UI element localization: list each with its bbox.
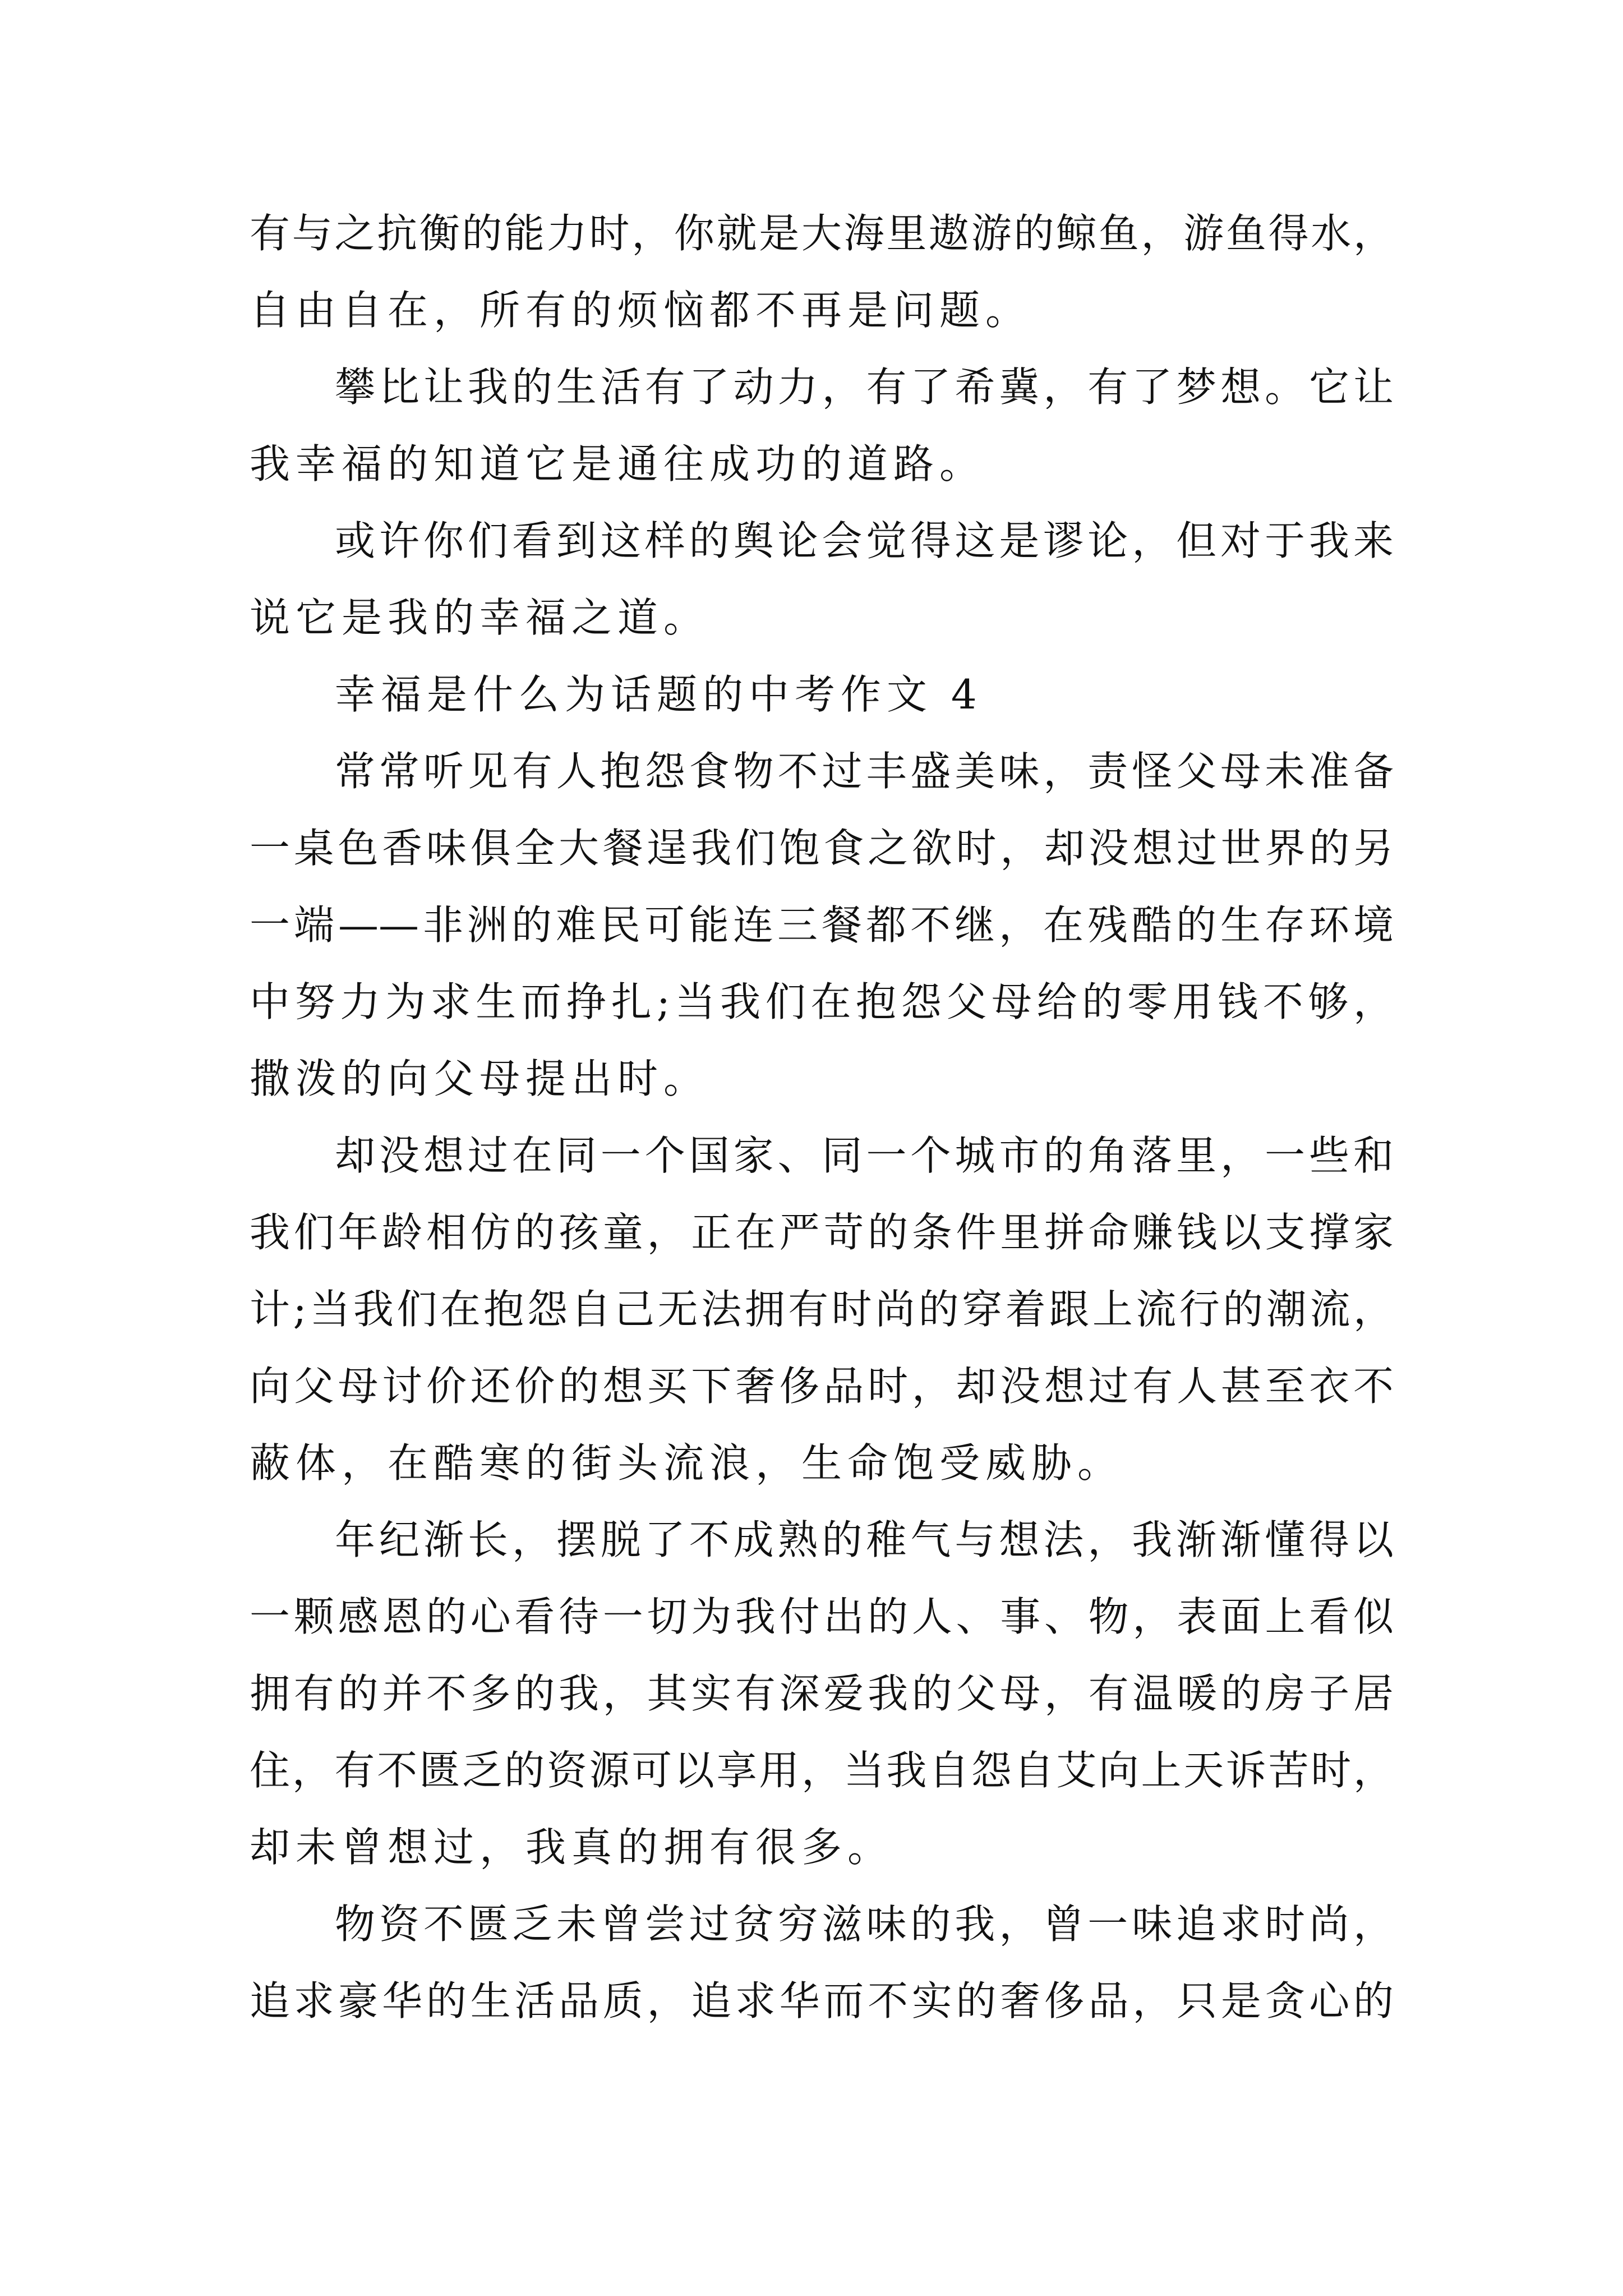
text-line: 计;当我们在抱怨自己无法拥有时尚的穿着跟上流行的潮流， bbox=[250, 1286, 1394, 1333]
paragraph-start-line: 或许你们看到这样的舆论会觉得这是谬论，但对于我来 bbox=[335, 517, 1394, 564]
text-line: 向父母讨价还价的想买下奢侈品时，却没想过有人甚至衣不 bbox=[250, 1363, 1394, 1410]
text-line: 却未曾想过，我真的拥有很多。 bbox=[250, 1824, 894, 1871]
paragraph-start-line: 物资不匮乏未曾尝过贫穷滋味的我，曾一味追求时尚， bbox=[335, 1901, 1394, 1948]
text-line: 有与之抗衡的能力时，你就是大海里遨游的鲸鱼，游鱼得水， bbox=[250, 210, 1394, 257]
paragraph-start-line: 却没想过在同一个国家、同一个城市的角落里，一些和 bbox=[335, 1132, 1394, 1179]
text-line: 一端——非洲的难民可能连三餐都不继，在残酷的生存环境 bbox=[250, 901, 1394, 949]
text-line: 一颗感恩的心看待一切为我付出的人、事、物，表面上看似 bbox=[250, 1593, 1394, 1640]
text-line: 自由自在，所有的烦恼都不再是问题。 bbox=[250, 287, 1032, 334]
document-body bbox=[250, 195, 1394, 2040]
text-line: 蔽体，在酷寒的街头流浪，生命饱受威胁。 bbox=[250, 1439, 1124, 1487]
text-line: 一桌色香味俱全大餐逞我们饱食之欲时，却没想过世界的另 bbox=[250, 825, 1394, 872]
text-line: 拥有的并不多的我，其实有深爱我的父母，有温暖的房子居 bbox=[250, 1670, 1394, 1717]
text-line: 中努力为求生而挣扎;当我们在抱怨父母给的零用钱不够， bbox=[250, 978, 1394, 1025]
text-line: 撒泼的向父母提出时。 bbox=[250, 1055, 710, 1102]
text-line: 我们年龄相仿的孩童，正在严苛的条件里拼命赚钱以支撑家 bbox=[250, 1209, 1394, 1256]
text-line: 追求豪华的生活品质，追求华而不实的奢侈品，只是贪心的 bbox=[250, 1977, 1394, 2024]
text-line: 住，有不匮乏的资源可以享用，当我自怨自艾向上天诉苦时， bbox=[250, 1747, 1394, 1794]
paragraph-start-line: 常常听见有人抱怨食物不过丰盛美味，责怪父母未准备 bbox=[335, 748, 1394, 795]
text-line: 我幸福的知道它是通往成功的道路。 bbox=[250, 440, 986, 487]
section-heading: 幸福是什么为话题的中考作文 4 bbox=[335, 671, 983, 718]
text-line: 说它是我的幸福之道。 bbox=[250, 594, 710, 641]
paragraph-start-line: 年纪渐长，摆脱了不成熟的稚气与想法，我渐渐懂得以 bbox=[335, 1516, 1394, 1563]
paragraph-start-line: 攀比让我的生活有了动力，有了希冀，有了梦想。它让 bbox=[335, 364, 1394, 411]
